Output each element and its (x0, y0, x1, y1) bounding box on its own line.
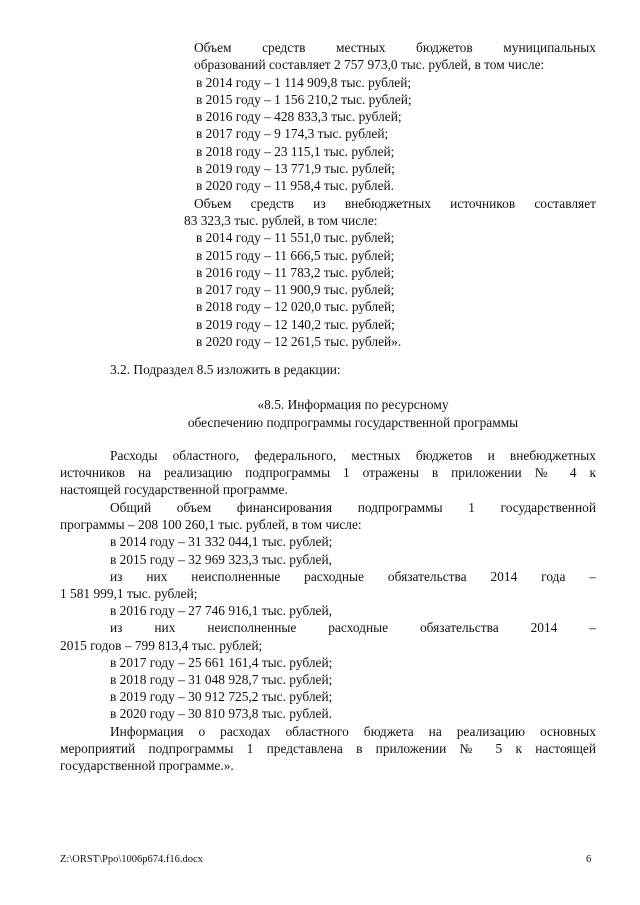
paragraph-line: 1 581 999,1 тыс. рублей; (60, 586, 198, 602)
section-heading (110, 396, 596, 431)
year-line: в 2020 году – 11 958,4 тыс. рублей. (196, 178, 395, 194)
year-line: в 2016 году – 11 783,2 тыс. рублей; (196, 264, 395, 280)
year-line: в 2019 году – 30 912 725,2 тыс. рублей; (110, 689, 333, 705)
paragraph-line: программы – 208 100 260,1 тыс. рублей, в том числе: (60, 517, 362, 533)
year-line: в 2016 году – 27 746 916,1 тыс. рублей, (110, 603, 332, 619)
section-note: 3.2. Подраздел 8.5 изложить в редакции: (110, 362, 341, 377)
year-line: в 2019 году – 12 140,2 тыс. рублей; (196, 316, 395, 332)
paragraph-line: образований составляет 2 757 973,0 тыс. рублей, в том числе: (194, 57, 545, 73)
heading-line-2: обеспечению подпрограммы государственной программы (187, 414, 519, 430)
year-line: в 2015 году – 32 969 323,3 тыс. рублей, (110, 551, 332, 567)
year-line: в 2014 году – 11 551,0 тыс. рублей; (196, 230, 395, 246)
heading-line-1: «8.5. Информация по ресурсному (257, 397, 449, 412)
year-line: в 2015 году – 1 156 210,2 тыс. рублей; (196, 91, 412, 107)
year-line: в 2015 году – 11 666,5 тыс. рублей; (196, 247, 395, 263)
year-line: в 2018 году – 12 020,0 тыс. рублей; (196, 299, 395, 315)
body-paragraph-1 (60, 447, 596, 499)
year-line: в 2017 году – 11 900,9 тыс. рублей; (196, 282, 395, 298)
paragraph-line: Объем средств из внебюджетных источников составляет (194, 195, 596, 211)
paragraph-line: настоящей государственной программе. (60, 482, 288, 498)
year-line: в 2014 году – 1 114 909,8 тыс. рублей; (196, 74, 412, 90)
year-line: в 2016 году – 428 833,3 тыс. рублей; (196, 109, 402, 125)
paragraph-line: Общий объем финансирования подпрограммы 1 государственной (110, 500, 596, 515)
paragraph-line: 83 323,3 тыс. рублей, в том числе: (184, 212, 378, 228)
paragraph-line: Расходы областного, федерального, местных бюджетов и внебюджетных (110, 448, 596, 463)
year-line: в 2017 году – 25 661 161,4 тыс. рублей; (110, 654, 333, 670)
year-line: в 2018 году – 23 115,1 тыс. рублей; (196, 143, 395, 159)
section-note-block (110, 361, 596, 378)
year-line: в 2017 году – 9 174,3 тыс. рублей; (196, 126, 389, 142)
top-block (184, 39, 596, 350)
paragraph-line: мероприятий подпрограммы 1 представлена в приложении № 5 к настоящей (60, 740, 596, 756)
year-line: в 2020 году – 12 261,5 тыс. рублей». (196, 334, 402, 350)
paragraph-line: государственной программе.». (60, 758, 234, 774)
paragraph-line: источников на реализацию подпрограммы 1 отражены в приложении № 4 к (60, 465, 596, 481)
body-paragraph-2 (60, 499, 596, 774)
paragraph-line: 2015 годов – 799 813,4 тыс. рублей; (60, 637, 263, 653)
paragraph-line: из них неисполненные расходные обязательства 2014 года – (110, 568, 596, 584)
year-line: в 2014 году – 31 332 044,1 тыс. рублей; (110, 534, 333, 550)
paragraph-line: Информация о расходах областного бюджета на реализацию основных (110, 723, 596, 739)
year-line: в 2020 году – 30 810 973,8 тыс. рублей. (110, 706, 332, 722)
footer-file-path: Z:\ORST\Ppo\1006p674.f16.docx (60, 854, 203, 865)
paragraph-line: Объем средств местных бюджетов муниципальных (194, 40, 596, 55)
page-number: 6 (586, 854, 592, 865)
paragraph-line: из них неисполненные расходные обязательства 2014 – (110, 620, 596, 636)
year-line: в 2018 году – 31 048 928,7 тыс. рублей; (110, 672, 333, 688)
year-line: в 2019 году – 13 771,9 тыс. рублей; (196, 161, 395, 177)
